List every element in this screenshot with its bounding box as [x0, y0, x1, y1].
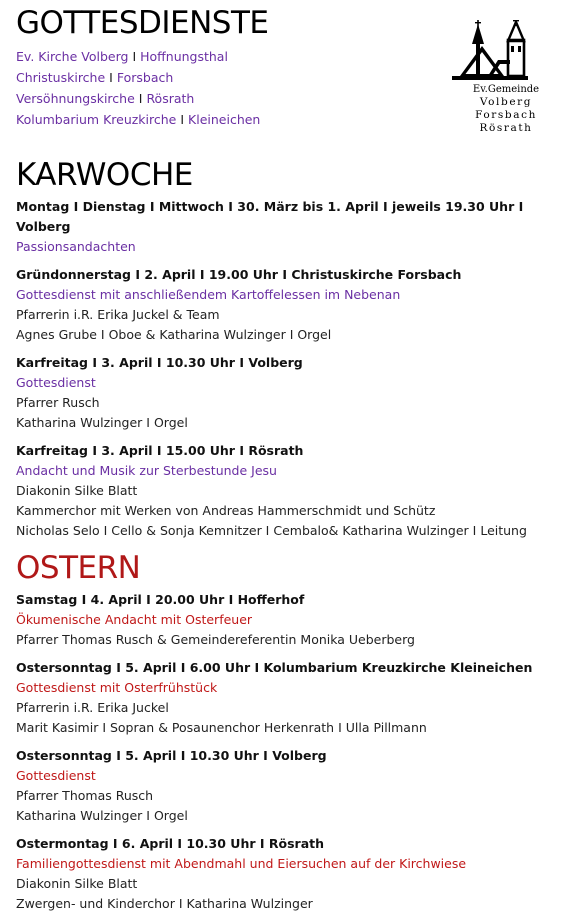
- logo-line-2: Volberg: [479, 96, 533, 108]
- event-title: Passionsandachten: [16, 239, 136, 254]
- event-header: Samstag I 4. April I 20.00 Uhr I Hofferhof: [16, 592, 305, 607]
- location-item: [16, 46, 556, 67]
- event-title: Familiengottesdienst mit Abendmahl und Eiersuchen auf der Kirchwiese: [16, 856, 467, 871]
- event-detail: Kammerchor mit Werken von Andreas Hammerschmidt und Schütz: [16, 503, 436, 518]
- ostern-events: [16, 590, 556, 914]
- karwoche-events: [16, 197, 556, 541]
- event-detail: Pfarrerin i.R. Erika Juckel & Team: [16, 307, 220, 322]
- logo-line-3: Forsbach: [475, 109, 537, 121]
- separator: I: [138, 91, 143, 106]
- separator: I: [109, 70, 113, 85]
- location-place: Forsbach: [116, 70, 174, 85]
- location-place: Kleineichen: [188, 112, 261, 127]
- event-header: Gründonnerstag I 2. April I 19.00 Uhr I Christuskirche Forsbach: [16, 267, 462, 282]
- logo-line-4: Rösrath: [479, 122, 533, 134]
- event-item: [16, 834, 556, 914]
- event-item: [16, 746, 556, 826]
- event-item: [16, 265, 556, 345]
- location-list: [16, 46, 556, 130]
- event-detail: Nicholas Selo I Cello & Sonja Kemnitzer I Cembalo& Katharina Wulzinger I Leitung: [16, 523, 527, 538]
- event-detail: Diakonin Silke Blatt: [16, 876, 138, 891]
- page-title: GOTTESDIENSTE: [16, 5, 269, 41]
- event-title: Ökumenische Andacht mit Osterfeuer: [16, 612, 253, 627]
- event-title: Gottesdienst mit anschließendem Kartoffelessen im Nebenan: [16, 287, 401, 302]
- section-title-karwoche: KARWOCHE: [16, 157, 193, 193]
- location-item: [16, 88, 556, 109]
- separator: I: [180, 112, 185, 127]
- event-detail: Katharina Wulzinger I Orgel: [16, 808, 188, 823]
- separator: I: [132, 49, 137, 64]
- event-header: Ostersonntag I 5. April I 6.00 Uhr I Kolumbarium Kreuzkirche Kleineichen: [16, 660, 533, 675]
- event-detail: Pfarrerin i.R. Erika Juckel: [16, 700, 169, 715]
- event-item: [16, 441, 556, 541]
- logo-line-1: Ev.Gemeinde: [472, 84, 540, 95]
- event-title: Andacht und Musik zur Sterbestunde Jesu: [16, 463, 277, 478]
- event-header: Ostersonntag I 5. April I 10.30 Uhr I Volberg: [16, 748, 327, 763]
- event-item: [16, 197, 556, 257]
- event-detail: Marit Kasimir I Sopran & Posaunenchor Herkenrath I Ulla Pillmann: [16, 720, 427, 735]
- event-header: Karfreitag I 3. April I 15.00 Uhr I Rösrath: [16, 443, 304, 458]
- event-detail: Agnes Grube I Oboe & Katharina Wulzinger I Orgel: [16, 327, 332, 342]
- event-title: Gottesdienst: [16, 768, 96, 783]
- event-detail: Katharina Wulzinger I Orgel: [16, 415, 188, 430]
- event-detail: Diakonin Silke Blatt: [16, 483, 138, 498]
- event-item: [16, 353, 556, 433]
- event-title: Gottesdienst mit Osterfrühstück: [16, 680, 218, 695]
- event-detail: Pfarrer Thomas Rusch & Gemeindereferentin Monika Ueberberg: [16, 632, 415, 647]
- location-place: Hoffnungsthal: [140, 49, 228, 64]
- event-detail: Pfarrer Thomas Rusch: [16, 788, 154, 803]
- location-item: [16, 109, 556, 130]
- event-header: Ostermontag I 6. April I 10.30 Uhr I Rösrath: [16, 836, 325, 851]
- location-item: [16, 67, 556, 88]
- event-detail: Pfarrer Rusch: [16, 395, 100, 410]
- event-detail: Zwergen- und Kinderchor I Katharina Wulzinger: [16, 896, 313, 911]
- event-item: [16, 658, 556, 738]
- location-name: Kolumbarium Kreuzkirche: [16, 112, 177, 127]
- event-header: Montag I Dienstag I Mittwoch I 30. März bis 1. April I jeweils 19.30 Uhr I Volberg: [16, 199, 524, 234]
- document-body: [16, 6, 556, 914]
- location-place: Rösrath: [146, 91, 195, 106]
- section-title-ostern: OSTERN: [16, 550, 141, 586]
- event-header: Karfreitag I 3. April I 10.30 Uhr I Volberg: [16, 355, 303, 370]
- event-title: Gottesdienst: [16, 375, 96, 390]
- event-item: [16, 590, 556, 650]
- location-name: Ev. Kirche Volberg: [16, 49, 129, 64]
- location-name: Versöhnungskirche: [16, 91, 135, 106]
- location-name: Christuskirche: [16, 70, 106, 85]
